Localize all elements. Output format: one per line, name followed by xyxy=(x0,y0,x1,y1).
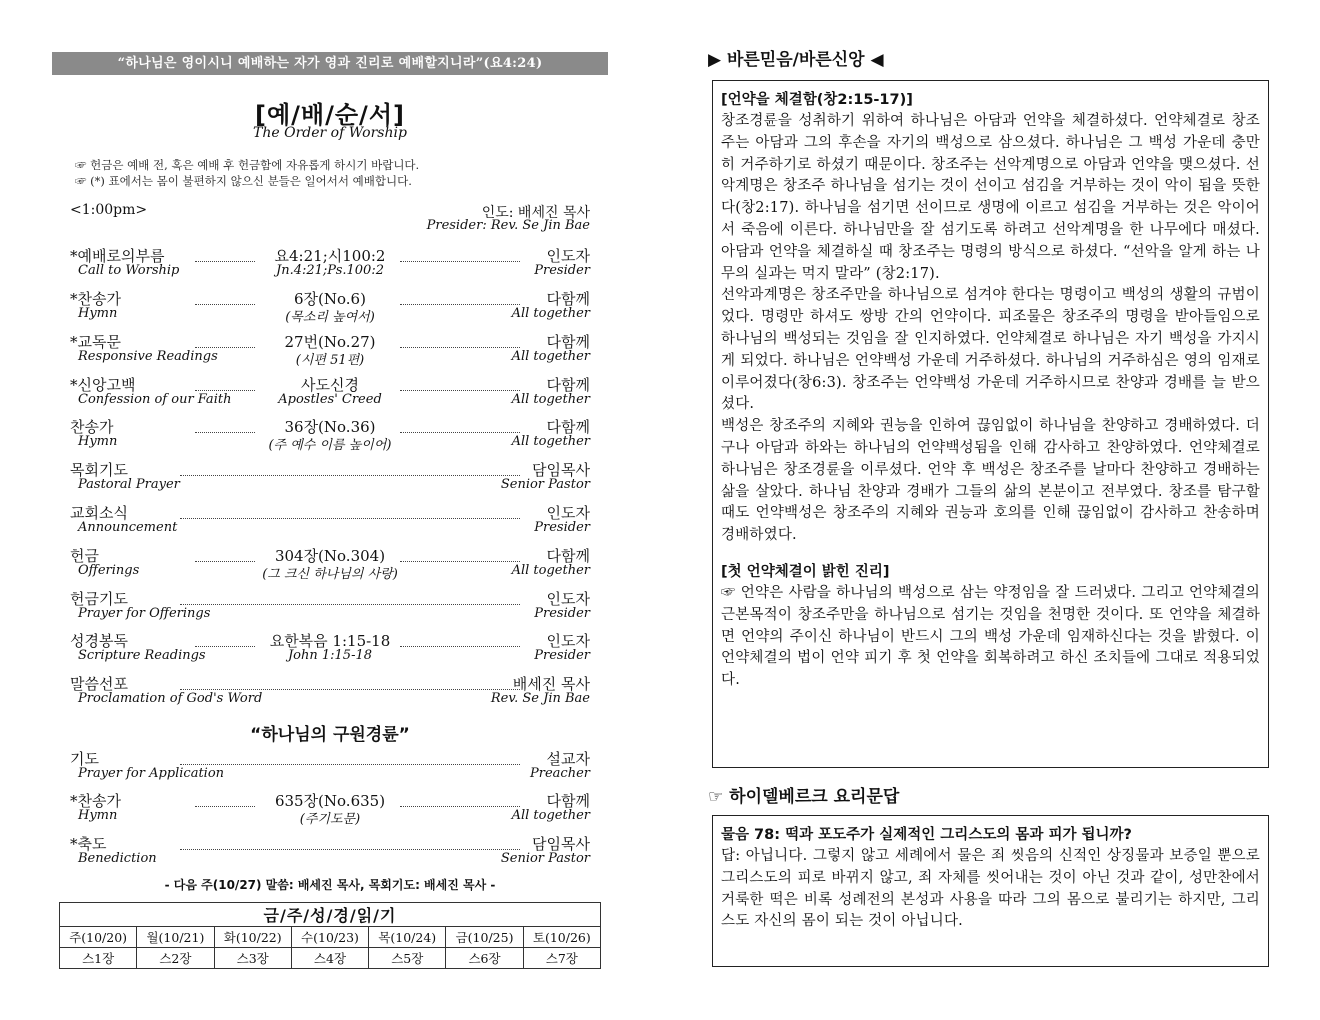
order-item-title-en: Hymn xyxy=(78,808,118,823)
standing-note: ☞ (*) 표에서는 몸이 불편하지 않으신 분들은 일어서서 예배합니다. xyxy=(75,174,412,188)
article-paragraph: ☞ 언약은 사람을 하나님의 백성으로 삼는 약정임을 잘 드러냈다. 그리고 언약체결의 근본목적이 창조주만을 하나님으로 섬기는 것임을 천명한 것이다. 또 언약을 체결하면 언약의 주이신 하나님이 반드시 그의 백성 가운데 임재하신다는 것을 밝혔다. 이 언약체결의 법이 언약 피기 후 첫 언약을 회복하려고 하신 조치들에 그대로 적용되었다. xyxy=(721,584,1260,689)
order-item-person-en: All together xyxy=(511,349,590,364)
leader-dots xyxy=(195,646,255,647)
leader-dots xyxy=(180,764,520,765)
bible-day: 월(10/21) xyxy=(137,927,214,948)
order-item xyxy=(70,288,590,325)
leader-en: Presider: Rev. Se Jin Bae xyxy=(426,218,590,233)
leader-dots xyxy=(195,261,255,262)
bible-chapter: 스1장 xyxy=(60,948,137,969)
order-item-person-en: Presider xyxy=(534,520,590,535)
page-title: [예/배/순/서] xyxy=(255,101,405,129)
leader-dots xyxy=(400,561,520,562)
catechism-box xyxy=(712,815,1269,967)
bible-chapter: 스5장 xyxy=(369,948,446,969)
leader-dots xyxy=(180,475,520,476)
order-item-person: 인도자 xyxy=(546,247,590,265)
order-item-detail-sub: (목소리 높여서) xyxy=(285,310,375,325)
order-item-person: 다함께 xyxy=(546,792,590,810)
order-item-title: 말씀선포 xyxy=(70,675,128,693)
order-item xyxy=(70,459,590,493)
order-item-detail: 요한복음 1:15-18 xyxy=(269,632,391,650)
order-item-person-en: All together xyxy=(511,434,590,449)
order-item-person: 담임목사 xyxy=(532,835,590,853)
order-item-title-en: Prayer for Application xyxy=(78,766,225,781)
order-item-title: *찬송가 xyxy=(70,792,121,810)
article-paragraph: 창조경륜을 성취하기 위하여 하나님은 아담과 언약을 체결하셨다. 언약체결로 창조주는 아담과 그의 후손을 자기의 백성으로 삼으셨다. 하나님은 그 백성 가운데 충만히 거주하기로 하셨기 때문이다. 창조주는 선악계명으로 아담과 언약을 맺으셨다. 선악계명은 창조주 하나님을 섬기는 것이 선이고 섬김을 거부하는 것이 악이 됨을 뜻한다(창2:17). 하나님을 섬기면 선이므로 생명에 이르고 섬김을 거부하는 것은 악이어서 죽음에 이른다. 하나님만을 잘 섬기도록 하려고 선악계명을 한 나무에다 매셨다. 아담과 언약을 체결하실 때 창조주는 명령의 방식으로 하셨다. “선악을 알게 하는 나무의 실과는 먹지 말라” (창2:17). xyxy=(721,113,1260,282)
order-item-person: 인도자 xyxy=(546,504,590,522)
leader-dots xyxy=(400,646,520,647)
bible-day: 화(10/22) xyxy=(214,927,291,948)
section-heading-catechism: ☞ 하이델베르크 요리문답 xyxy=(708,787,900,807)
order-item-detail-sub: (시편 51편) xyxy=(295,353,365,368)
bible-day: 금(10/25) xyxy=(446,927,523,948)
order-item-title: 성경봉독 xyxy=(70,632,128,650)
order-item xyxy=(70,374,590,408)
order-item xyxy=(70,245,590,279)
order-item-person-en: All together xyxy=(511,306,590,321)
order-item-person-en: Rev. Se Jin Bae xyxy=(490,691,590,706)
leader-dots xyxy=(400,432,520,433)
leader-dots xyxy=(180,604,520,605)
service-time: <1:00pm> xyxy=(70,202,148,218)
covenant-article-box xyxy=(712,80,1269,768)
order-item-person: 다함께 xyxy=(546,376,590,394)
order-item-person-en: All together xyxy=(511,563,590,578)
order-item xyxy=(70,790,590,827)
article-title-truth: [첫 언약체결이 밝힌 진리] xyxy=(721,563,890,580)
leader-dots xyxy=(195,390,255,391)
order-item-detail: 304장(No.304) xyxy=(274,547,386,565)
order-item-title: *찬송가 xyxy=(70,290,121,308)
leader-dots xyxy=(195,561,255,562)
next-week-notice: - 다음 주(10/27) 말씀: 배세진 목사, 목회기도: 배세진 목사 - xyxy=(164,878,496,892)
bible-day: 목(10/24) xyxy=(369,927,446,948)
leader-dots xyxy=(195,432,255,433)
leader-ko: 인도: 배세진 목사 xyxy=(481,205,590,221)
order-item-detail-sub: (주기도문) xyxy=(299,812,361,827)
order-item-title-en: Announcement xyxy=(78,520,178,535)
order-item-title: 헌금기도 xyxy=(70,590,128,608)
order-item-person: 다함께 xyxy=(546,290,590,308)
leader-dots xyxy=(180,689,520,690)
bible-chapter: 스3장 xyxy=(214,948,291,969)
order-item xyxy=(70,630,590,664)
order-item-person-en: Preacher xyxy=(530,766,590,781)
order-item-person-en: Presider xyxy=(534,606,590,621)
order-item-title-en: Pastoral Prayer xyxy=(78,477,180,492)
order-item xyxy=(70,416,590,453)
leader-dots xyxy=(400,806,520,807)
order-item-title: 기도 xyxy=(70,750,99,768)
order-item-detail-sub: Apostles' Creed xyxy=(278,392,382,407)
order-item-person: 설교자 xyxy=(546,750,590,768)
order-item-title-en: Prayer for Offerings xyxy=(78,606,211,621)
order-item-title-en: Benediction xyxy=(78,851,157,866)
leader-dots xyxy=(180,518,520,519)
bible-chapter: 스7장 xyxy=(523,948,600,969)
order-item-person: 담임목사 xyxy=(532,461,590,479)
leader-dots xyxy=(195,304,255,305)
article-paragraph: 선악과계명은 창조주만을 하나님으로 섬겨야 한다는 명령이고 백성의 생활의 규범이었다. 명령만 하셔도 쌍방 간의 언약이다. 피조물은 창조주의 명령을 받아들임으로 하나님의 백성되는 것임을 잘 인지하였다. 언약체결로 하나님은 자기 백성을 가지시게 되었다. 하나님은 언약백성 가운데 거주하셨다. 하나님의 거주하심은 영의 임재로 이루어졌다(창6:3). 창조주는 언약백성 가운데 거주하시므로 찬양과 경배를 늘 받으셨다. xyxy=(721,287,1260,413)
catechism-answer: 답: 아닙니다. 그렇지 않고 세례에서 물은 죄 씻음의 신적인 상징물과 보증일 뿐으로 그리스도의 피로 바뀌지 않고, 죄 자체를 씻어내는 것이 아닌 것과 같이, 성만찬에서 거룩한 떡은 비록 성례전의 본성과 사용을 따라 그의 몸으로 불리기는 하지만, 그리스도 자신의 몸이 되는 것이 아닙니다. xyxy=(721,848,1260,930)
leader-dots xyxy=(180,849,520,850)
order-item-detail-sub: John 1:15-18 xyxy=(287,648,373,663)
article-paragraph: 백성은 창조주의 지혜와 권능을 인하여 끊임없이 하나님을 찬양하고 경배하였다. 더구나 아담과 하와는 하나님의 언약백성됨을 인해 감사하고 찬양하였다. 언약체결로 하나님은 창조경륜을 이루셨다. 언약 후 백성은 창조주를 날마다 찬양하고 경배하는 삶을 살았다. 하나님 찬양과 경배가 그들의 삶의 본분이고 전부였다. 창조를 탐구할 때도 언약백성은 창조주의 지혜와 권능과 호의를 인해 끊임없이 감사하고 찬송하며 경배하였다. xyxy=(721,418,1260,544)
order-item-person: 배세진 목사 xyxy=(512,675,590,693)
order-item-title-en: Scripture Readings xyxy=(78,648,206,663)
order-item-detail: 635장(No.635) xyxy=(274,792,386,810)
order-item-detail-sub: (주 예수 이름 높이어) xyxy=(268,438,392,453)
catechism-question: 물음 78: 떡과 포도주가 실제적인 그리스도의 몸과 피가 됩니까? xyxy=(721,827,1132,843)
order-item-title-en: Hymn xyxy=(78,434,118,449)
order-item-title: 찬송가 xyxy=(70,418,114,436)
order-item xyxy=(70,748,590,782)
leader-dots xyxy=(400,304,520,305)
order-item-person: 인도자 xyxy=(546,632,590,650)
order-item-detail: 사도신경 xyxy=(301,376,359,394)
section-heading-faith: ▶ 바른믿음/바른신앙 ◀ xyxy=(708,50,884,70)
order-item-detail-sub: Jn.4:21;Ps.100:2 xyxy=(276,263,384,278)
order-item-title: *축도 xyxy=(70,835,107,853)
order-item-person: 인도자 xyxy=(546,590,590,608)
order-item-detail-sub: (그 크신 하나님의 사랑) xyxy=(262,567,398,582)
order-item-person-en: All together xyxy=(511,392,590,407)
order-item-detail: 36장(No.36) xyxy=(284,418,376,436)
order-item-title: *교독문 xyxy=(70,333,121,351)
order-item-person-en: Presider xyxy=(534,648,590,663)
page-subtitle: The Order of Worship xyxy=(253,125,407,141)
order-item-person-en: Presider xyxy=(534,263,590,278)
order-item-title: *예배로의부름 xyxy=(70,247,165,265)
weekly-bible-reading-table xyxy=(59,902,601,969)
leader-dots xyxy=(400,261,520,262)
offering-note: ☞ 헌금은 예배 전, 혹은 예배 후 헌금함에 자유롭게 하시기 바랍니다. xyxy=(75,158,420,172)
order-item-person: 다함께 xyxy=(546,547,590,565)
article-title-covenant: [언약을 체결함(창2:15-17)] xyxy=(721,92,913,108)
leader-dots xyxy=(195,347,255,348)
bible-day: 토(10/26) xyxy=(523,927,600,948)
order-item-title-en: Confession of our Faith xyxy=(78,392,232,407)
order-item-title-en: Call to Worship xyxy=(78,263,180,278)
order-item-title: *신앙고백 xyxy=(70,376,136,394)
order-item-title-en: Hymn xyxy=(78,306,118,321)
order-item-detail: 27번(No.27) xyxy=(284,333,376,351)
sermon-title: “하나님의 구원경륜” xyxy=(250,725,410,745)
order-item-title: 교회소식 xyxy=(70,504,128,522)
bible-chapter: 스4장 xyxy=(291,948,368,969)
order-item-person-en: All together xyxy=(511,808,590,823)
order-item-title: 목회기도 xyxy=(70,461,128,479)
order-item-title-en: Proclamation of God's Word xyxy=(78,691,263,706)
order-item-person-en: Senior Pastor xyxy=(500,851,590,866)
order-item-person: 다함께 xyxy=(546,333,590,351)
bible-day: 주(10/20) xyxy=(60,927,137,948)
order-item xyxy=(70,331,590,368)
leader-dots xyxy=(400,347,520,348)
bible-chapter: 스2장 xyxy=(137,948,214,969)
bible-reading-title: 금/주/성/경/읽/기 xyxy=(60,903,601,927)
order-item-title: 헌금 xyxy=(70,547,99,565)
order-item xyxy=(70,545,590,582)
order-item-detail: 요4:21;시100:2 xyxy=(274,247,386,265)
order-item-person-en: Senior Pastor xyxy=(500,477,590,492)
leader-dots xyxy=(195,806,255,807)
bible-chapter: 스6장 xyxy=(446,948,523,969)
verse-banner: “하나님은 영이시니 예배하는 자가 영과 진리로 예배할지니라”(요4:24) xyxy=(52,52,608,75)
order-item-detail: 6장(No.6) xyxy=(294,290,366,308)
leader-dots xyxy=(400,390,520,391)
bible-day: 수(10/23) xyxy=(291,927,368,948)
order-item xyxy=(70,673,590,707)
order-item-title-en: Responsive Readings xyxy=(78,349,218,364)
order-item xyxy=(70,588,590,622)
order-item-title-en: Offerings xyxy=(78,563,140,578)
order-item xyxy=(70,502,590,536)
order-item-person: 다함께 xyxy=(546,418,590,436)
order-item xyxy=(70,833,590,867)
